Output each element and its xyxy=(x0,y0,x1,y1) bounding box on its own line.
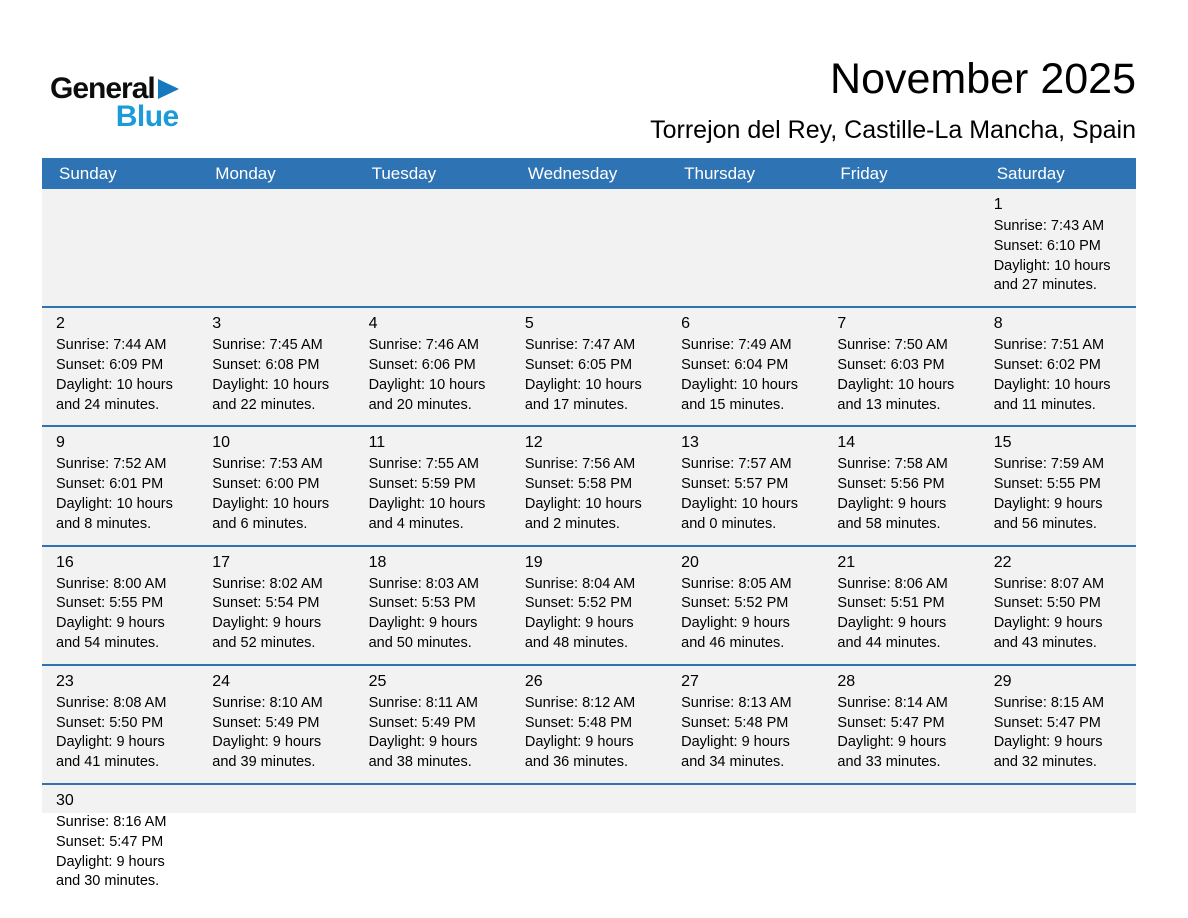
day-cell-1 xyxy=(980,189,1136,306)
day-detail-line: Daylight: 9 hours xyxy=(681,734,790,751)
day-cell-24 xyxy=(198,666,354,783)
day-detail-line: Sunrise: 7:43 AM xyxy=(993,218,1105,234)
day-cell-15 xyxy=(980,427,1136,544)
day-detail-line: Sunset: 6:02 PM xyxy=(993,356,1101,373)
week-row-1 xyxy=(42,189,1136,306)
day-number: 5 xyxy=(524,315,534,333)
day-number: 10 xyxy=(212,434,231,452)
day-detail-line: Sunset: 5:58 PM xyxy=(524,476,633,493)
week-row-3 xyxy=(42,425,1136,544)
day-detail-line: Sunrise: 8:03 AM xyxy=(368,575,479,592)
day-cell-23 xyxy=(42,666,198,783)
weekday-header-friday: Friday xyxy=(840,163,888,183)
day-detail-line: Daylight: 9 hours xyxy=(993,495,1103,512)
day-cell-5 xyxy=(511,308,667,425)
day-detail-line: Sunrise: 7:45 AM xyxy=(212,337,323,354)
day-cell-9 xyxy=(42,427,198,544)
day-cell-empty xyxy=(667,189,823,306)
day-detail-line: Sunset: 5:47 PM xyxy=(837,714,945,731)
day-detail-line: Sunrise: 8:15 AM xyxy=(993,694,1105,711)
day-detail-line: and 38 minutes. xyxy=(368,754,472,771)
day-detail-line: Sunrise: 7:58 AM xyxy=(837,456,948,473)
calendar xyxy=(42,158,1136,902)
title-block xyxy=(650,56,1136,145)
day-detail-line: Sunrise: 7:51 AM xyxy=(993,337,1105,354)
day-detail-line: Sunrise: 8:13 AM xyxy=(681,694,792,711)
day-detail-line: Daylight: 9 hours xyxy=(524,734,634,751)
day-detail-line: and 39 minutes. xyxy=(212,754,316,771)
day-detail-line: and 50 minutes. xyxy=(368,634,472,651)
logo-text-blue: Blue xyxy=(115,100,179,133)
day-detail-line: Sunrise: 7:52 AM xyxy=(56,456,167,473)
day-cell-12 xyxy=(511,427,667,544)
day-detail-line: and 30 minutes. xyxy=(56,873,160,890)
day-detail-line: Daylight: 9 hours xyxy=(56,615,165,632)
weekday-header-sunday: Sunday xyxy=(59,163,117,183)
day-detail-line: and 46 minutes. xyxy=(681,634,785,651)
day-detail-line: and 2 minutes. xyxy=(524,515,620,532)
day-detail-line: Daylight: 9 hours xyxy=(993,734,1103,751)
day-detail-line: Daylight: 10 hours xyxy=(524,376,642,393)
day-number: 25 xyxy=(368,672,387,690)
day-detail-line: Sunset: 6:01 PM xyxy=(56,476,164,493)
day-detail-line: Sunset: 6:09 PM xyxy=(56,356,164,373)
day-detail-line: Daylight: 9 hours xyxy=(212,615,322,632)
day-detail-line: Sunset: 5:53 PM xyxy=(368,595,476,612)
day-detail-line: Daylight: 9 hours xyxy=(837,734,947,751)
page-title: November 2025 xyxy=(830,55,1136,103)
day-cell-22 xyxy=(980,547,1136,664)
day-cell-7 xyxy=(823,308,979,425)
day-cell-4 xyxy=(355,308,511,425)
day-cell-2 xyxy=(42,308,198,425)
weekday-header-saturday: Saturday xyxy=(996,163,1065,183)
day-detail-line: Daylight: 9 hours xyxy=(993,615,1103,632)
day-detail-line: and 58 minutes. xyxy=(837,515,941,532)
day-cell-empty xyxy=(42,189,198,306)
day-detail-line: Daylight: 9 hours xyxy=(368,615,478,632)
day-cell-21 xyxy=(823,547,979,664)
day-cell-18 xyxy=(355,547,511,664)
general-blue-logo xyxy=(50,74,179,132)
day-detail-line: Sunrise: 8:02 AM xyxy=(212,575,323,592)
week-row-2 xyxy=(42,306,1136,425)
day-number: 17 xyxy=(212,553,231,571)
day-detail-line: Sunset: 6:10 PM xyxy=(993,237,1101,254)
day-detail-line: Daylight: 10 hours xyxy=(837,376,955,393)
day-detail-line: Sunset: 5:48 PM xyxy=(681,714,789,731)
day-detail-line: Sunset: 5:47 PM xyxy=(56,833,164,850)
day-detail-line: and 8 minutes. xyxy=(56,515,152,532)
day-detail-line: and 52 minutes. xyxy=(212,634,316,651)
day-detail-line: Sunrise: 8:06 AM xyxy=(837,575,948,592)
day-detail-line: Sunset: 5:52 PM xyxy=(681,595,789,612)
day-number: 19 xyxy=(524,553,543,571)
day-cell-empty xyxy=(511,785,667,902)
day-number: 3 xyxy=(212,315,222,333)
day-detail-line: Sunrise: 8:10 AM xyxy=(212,694,323,711)
day-cell-27 xyxy=(667,666,823,783)
day-number: 4 xyxy=(368,315,378,333)
day-detail-line: Sunset: 6:03 PM xyxy=(837,356,945,373)
day-cell-empty xyxy=(823,785,979,902)
day-detail-line: Sunrise: 8:14 AM xyxy=(837,694,948,711)
day-detail-line: Sunset: 5:49 PM xyxy=(212,714,320,731)
day-detail-line: and 11 minutes. xyxy=(993,396,1096,413)
day-detail-line: Sunset: 5:51 PM xyxy=(837,595,945,612)
day-detail-line: Sunrise: 7:46 AM xyxy=(368,337,479,354)
day-detail-line: Daylight: 9 hours xyxy=(56,734,165,751)
day-detail-line: Sunrise: 7:47 AM xyxy=(524,337,636,354)
week-row-5 xyxy=(42,664,1136,783)
logo-text-general: General xyxy=(50,72,155,105)
day-detail-line: Sunset: 5:56 PM xyxy=(837,476,945,493)
day-number: 2 xyxy=(56,315,65,333)
day-cell-8 xyxy=(980,308,1136,425)
weekday-header-row xyxy=(42,158,1136,189)
day-detail-line: Sunset: 5:52 PM xyxy=(524,595,633,612)
day-detail-line: Sunrise: 7:56 AM xyxy=(524,456,636,473)
day-detail-line: Sunrise: 7:53 AM xyxy=(212,456,323,473)
weekday-header-tuesday: Tuesday xyxy=(371,163,437,183)
day-number: 13 xyxy=(681,434,699,452)
day-cell-16 xyxy=(42,547,198,664)
day-detail-line: Sunrise: 7:44 AM xyxy=(56,337,167,354)
day-number: 21 xyxy=(837,553,856,571)
day-cell-10 xyxy=(198,427,354,544)
day-cell-6 xyxy=(667,308,823,425)
day-detail-line: Daylight: 10 hours xyxy=(56,495,173,512)
weekday-header-monday: Monday xyxy=(215,163,276,183)
day-cell-17 xyxy=(198,547,354,664)
day-detail-line: and 20 minutes. xyxy=(368,396,472,413)
day-detail-line: Sunset: 6:06 PM xyxy=(368,356,476,373)
day-detail-line: Daylight: 9 hours xyxy=(368,734,478,751)
day-number: 12 xyxy=(524,434,543,452)
day-cell-empty xyxy=(355,785,511,902)
day-number: 7 xyxy=(837,315,847,333)
day-number: 20 xyxy=(681,553,699,571)
day-detail-line: Sunset: 5:49 PM xyxy=(368,714,476,731)
calendar-grid xyxy=(42,189,1136,902)
day-detail-line: and 4 minutes. xyxy=(368,515,464,532)
day-detail-line: Daylight: 10 hours xyxy=(212,376,330,393)
day-detail-line: Sunrise: 8:05 AM xyxy=(681,575,792,592)
day-number: 1 xyxy=(993,196,1003,213)
day-detail-line: and 43 minutes. xyxy=(993,634,1097,651)
day-detail-line: and 56 minutes. xyxy=(993,515,1097,532)
weekday-header-thursday: Thursday xyxy=(684,163,755,183)
day-detail-line: Daylight: 10 hours xyxy=(368,495,486,512)
day-detail-line: Daylight: 9 hours xyxy=(212,734,322,751)
day-number: 15 xyxy=(993,434,1012,452)
day-detail-line: Sunset: 5:55 PM xyxy=(993,476,1101,493)
day-cell-25 xyxy=(355,666,511,783)
day-detail-line: and 44 minutes. xyxy=(837,634,941,651)
day-cell-empty xyxy=(198,785,354,902)
day-detail-line: and 6 minutes. xyxy=(212,515,308,532)
day-number: 8 xyxy=(993,315,1003,333)
day-detail-line: Sunset: 5:59 PM xyxy=(368,476,476,493)
day-number: 16 xyxy=(56,553,74,571)
day-detail-line: and 22 minutes. xyxy=(212,396,316,413)
day-detail-line: and 41 minutes. xyxy=(56,754,160,771)
day-number: 26 xyxy=(524,672,543,690)
day-number: 18 xyxy=(368,553,387,571)
day-detail-line: Sunrise: 8:12 AM xyxy=(524,694,636,711)
day-detail-line: Sunrise: 8:07 AM xyxy=(993,575,1105,592)
day-cell-empty xyxy=(980,785,1136,902)
day-detail-line: Sunset: 5:57 PM xyxy=(681,476,789,493)
day-detail-line: Daylight: 10 hours xyxy=(681,376,798,393)
day-detail-line: Sunset: 5:55 PM xyxy=(56,595,164,612)
day-cell-28 xyxy=(823,666,979,783)
day-detail-line: Daylight: 10 hours xyxy=(368,376,486,393)
day-number: 27 xyxy=(681,672,699,690)
weekday-header-wednesday: Wednesday xyxy=(527,163,618,183)
day-detail-line: Daylight: 9 hours xyxy=(837,615,947,632)
day-detail-line: Sunrise: 8:00 AM xyxy=(56,575,167,592)
day-number: 29 xyxy=(993,672,1012,690)
day-detail-line: Sunrise: 7:49 AM xyxy=(681,337,792,354)
day-cell-empty xyxy=(511,189,667,306)
day-detail-line: Sunrise: 8:08 AM xyxy=(56,694,167,711)
day-cell-11 xyxy=(355,427,511,544)
day-cell-19 xyxy=(511,547,667,664)
day-number: 6 xyxy=(681,315,691,333)
day-detail-line: Sunset: 5:47 PM xyxy=(993,714,1101,731)
page-subtitle: Torrejon del Rey, Castille-La Mancha, Spain xyxy=(650,116,1136,145)
day-detail-line: Sunrise: 8:11 AM xyxy=(368,694,478,711)
day-detail-line: Sunrise: 7:59 AM xyxy=(993,456,1105,473)
day-detail-line: Sunset: 5:50 PM xyxy=(56,714,164,731)
day-detail-line: and 36 minutes. xyxy=(524,754,629,771)
day-detail-line: Sunset: 6:05 PM xyxy=(524,356,633,373)
day-detail-line: and 0 minutes. xyxy=(681,515,777,532)
day-number: 9 xyxy=(56,434,65,452)
day-cell-empty xyxy=(823,189,979,306)
day-cell-29 xyxy=(980,666,1136,783)
day-cell-14 xyxy=(823,427,979,544)
day-number: 11 xyxy=(368,434,386,452)
day-detail-line: Sunset: 6:08 PM xyxy=(212,356,320,373)
day-detail-line: and 54 minutes. xyxy=(56,634,160,651)
day-cell-20 xyxy=(667,547,823,664)
day-detail-line: Daylight: 10 hours xyxy=(993,376,1111,393)
day-detail-line: Daylight: 10 hours xyxy=(212,495,330,512)
day-cell-empty xyxy=(355,189,511,306)
day-detail-line: Daylight: 10 hours xyxy=(56,376,173,393)
day-detail-line: Sunset: 5:48 PM xyxy=(524,714,633,731)
day-detail-line: Sunset: 6:00 PM xyxy=(212,476,320,493)
day-number: 24 xyxy=(212,672,231,690)
day-detail-line: and 48 minutes. xyxy=(524,634,629,651)
day-cell-26 xyxy=(511,666,667,783)
day-detail-line: and 27 minutes. xyxy=(993,277,1097,294)
day-detail-line: and 17 minutes. xyxy=(524,396,629,413)
day-cell-empty xyxy=(198,189,354,306)
day-cell-empty xyxy=(667,785,823,902)
day-detail-line: Daylight: 9 hours xyxy=(56,853,165,870)
day-detail-line: Sunrise: 7:57 AM xyxy=(681,456,792,473)
day-number: 28 xyxy=(837,672,856,690)
week-row-4 xyxy=(42,545,1136,664)
day-number: 14 xyxy=(837,434,856,452)
day-number: 30 xyxy=(56,791,74,809)
day-detail-line: Daylight: 9 hours xyxy=(524,615,634,632)
day-detail-line: Sunrise: 7:55 AM xyxy=(368,456,479,473)
day-detail-line: Daylight: 9 hours xyxy=(681,615,790,632)
day-detail-line: Sunrise: 8:16 AM xyxy=(56,813,167,830)
day-number: 23 xyxy=(56,672,74,690)
day-detail-line: and 13 minutes. xyxy=(837,396,941,413)
day-detail-line: Sunrise: 8:04 AM xyxy=(524,575,636,592)
day-cell-30 xyxy=(42,785,198,902)
day-detail-line: Sunrise: 7:50 AM xyxy=(837,337,948,354)
day-detail-line: and 33 minutes. xyxy=(837,754,941,771)
day-detail-line: Daylight: 10 hours xyxy=(524,495,642,512)
day-detail-line: and 32 minutes. xyxy=(993,754,1097,771)
day-detail-line: Daylight: 10 hours xyxy=(993,257,1111,274)
day-detail-line: Daylight: 10 hours xyxy=(681,495,798,512)
day-number: 22 xyxy=(993,553,1012,571)
week-row-6 xyxy=(42,783,1136,902)
day-detail-line: Daylight: 9 hours xyxy=(837,495,947,512)
day-detail-line: and 34 minutes. xyxy=(681,754,785,771)
day-detail-line: and 15 minutes. xyxy=(681,396,785,413)
day-detail-line: Sunset: 6:04 PM xyxy=(681,356,789,373)
day-cell-13 xyxy=(667,427,823,544)
day-detail-line: Sunset: 5:50 PM xyxy=(993,595,1101,612)
day-detail-line: and 24 minutes. xyxy=(56,396,160,413)
logo-triangle-icon xyxy=(158,79,179,99)
day-detail-line: Sunset: 5:54 PM xyxy=(212,595,320,612)
day-cell-3 xyxy=(198,308,354,425)
